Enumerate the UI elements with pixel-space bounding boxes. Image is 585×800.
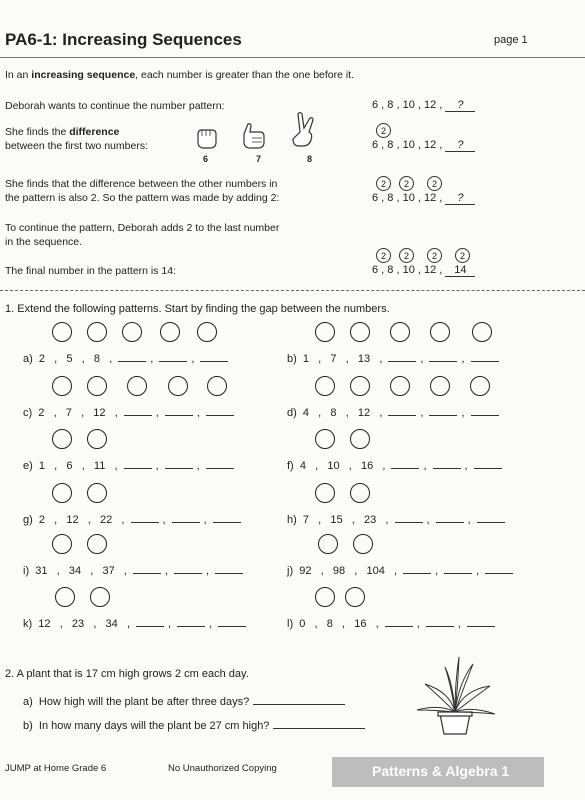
answer-line[interactable] [253,694,345,705]
gap-circle[interactable] [350,322,370,342]
comma: , [420,407,424,419]
exercise-sequence: 12 , 23 , 34 , [32,618,131,630]
answer-blank[interactable] [471,406,499,416]
exercise-sequence: 2 , 12 , 22 , [32,514,125,526]
exercise-label: b) [287,353,297,365]
exercise-item [23,617,250,630]
answer-blank[interactable] [118,352,146,362]
comma: , [164,565,169,577]
exercise-label: l) [287,618,294,630]
intro-text: In an increasing sequence, each number is greater than the one before it. [5,69,355,81]
question-2b: b) In how many days will the plant be 27 cm high? [23,718,365,732]
gap-circle[interactable] [345,587,365,607]
answer-blank[interactable] [165,406,193,416]
answer-blank[interactable] [436,513,464,523]
comma: , [416,618,420,630]
gap-circle: 2 [399,176,414,191]
exercise-label: g) [23,514,33,526]
comma: , [162,514,166,526]
comma: , [464,460,468,472]
gap-circle[interactable] [168,376,188,396]
comma: , [467,514,471,526]
finger-label: 6 [203,154,209,164]
comma: , [423,460,427,472]
question-2a: a) How high will the plant be after three days? [23,694,345,708]
comma: , [196,460,200,472]
gap-circle[interactable] [52,376,72,396]
answer-blank[interactable] [215,564,243,574]
gap-circle[interactable] [390,322,410,342]
answer-blank[interactable] [471,352,499,362]
answer-blank[interactable] [385,617,413,627]
exercise-sequence: 92 , 98 , 104 , [293,565,398,577]
thumb-up-hand-icon [238,120,270,152]
comma: , [461,353,465,365]
blank: ? [445,99,475,112]
exercise-item [287,406,503,419]
comma: , [435,565,439,577]
two-fingers-hand-icon [288,110,318,150]
exercise-label: c) [23,407,33,419]
exercise-sequence: 0 , 8 , 16 , [293,618,379,630]
answer-blank[interactable] [133,564,161,574]
exercise-item [23,406,238,419]
example-sequence-3: 6 , 8 , 10 , 12 , ? [372,192,475,205]
gap-circle[interactable] [350,429,370,449]
exercise-label: a) [23,353,33,365]
gap-circle[interactable] [315,322,335,342]
footer-left: JUMP at Home Grade 6 [5,763,107,774]
exercise-item [287,459,506,472]
answer-blank[interactable] [388,406,416,416]
gap-circle[interactable] [470,376,490,396]
page-title: PA6-1: Increasing Sequences [5,30,242,49]
exercise-item [287,352,503,365]
comma: , [461,407,465,419]
gap-circle[interactable] [353,534,373,554]
comma: , [196,407,200,419]
exercise-label: i) [23,565,30,577]
gap-circle[interactable] [160,322,180,342]
answer-blank[interactable] [136,617,164,627]
answer-blank[interactable] [174,564,202,574]
example-line-3: She finds that the difference between the other numbers in the pattern is also 2. So the pattern was made by adding 2: [5,178,280,204]
comma: , [426,514,430,526]
finger-label: 7 [256,154,262,164]
answer-blank[interactable] [429,352,457,362]
gap-circle[interactable] [52,534,72,554]
gap-circle: 2 [376,176,391,191]
comma: , [203,514,207,526]
answer-blank[interactable] [403,564,431,574]
gap-circle[interactable] [52,429,72,449]
answer-blank[interactable] [206,459,234,469]
exercise-sequence: 1 , 7 , 13 , [296,353,383,365]
exercise-item [23,564,247,577]
gap-circle[interactable] [350,483,370,503]
gap-circle[interactable] [315,483,335,503]
exercise-label: d) [287,407,297,419]
answer-blank[interactable] [395,513,423,523]
comma: , [155,460,159,472]
blank: ? [445,139,475,152]
exercise-item [23,459,238,472]
exercise-label: j) [287,565,294,577]
example-line-4: To continue the pattern, Deborah adds 2 to the last number in the sequence. [5,222,280,248]
gap-circle[interactable] [127,376,147,396]
exercise-item [287,513,509,526]
exercise-item [23,352,232,365]
gap-circle: 2 [376,123,391,138]
gap-circle: 2 [376,248,391,263]
footer-copyright: No Unauthorized Copying [168,763,277,774]
exercise-sequence: 2 , 7 , 12 , [32,407,118,419]
gap-circle: 2 [455,248,470,263]
gap-circle[interactable] [197,322,217,342]
answer-blank[interactable] [124,406,152,416]
gap-circle[interactable] [315,429,335,449]
gap-circle[interactable] [55,587,75,607]
exercise-item [287,617,499,630]
exercise-label: e) [23,460,33,472]
blank: ? [445,192,475,205]
exercise-sequence: 7 , 15 , 23 , [296,514,389,526]
answer-blank: 14 [445,264,475,277]
answer-blank[interactable] [131,513,159,523]
exercise-label: k) [23,618,33,630]
gap-circle[interactable] [430,376,450,396]
answer-blank[interactable] [477,513,505,523]
comma: , [420,353,424,365]
gap-circle[interactable] [122,322,142,342]
page-number: page 1 [494,34,528,46]
comma: , [155,407,159,419]
gap-circle[interactable] [87,534,107,554]
gap-circle[interactable] [52,483,72,503]
finger-label: 8 [307,154,313,164]
exercise-sequence: 4 , 8 , 12 , [296,407,383,419]
comma: , [191,353,195,365]
gap-circle[interactable] [90,587,110,607]
gap-circle[interactable] [430,322,450,342]
example-line-1: Deborah wants to continue the number pattern: [5,100,225,112]
exercise-item [287,564,517,577]
gap-circle[interactable] [87,376,107,396]
gap-circle[interactable] [350,376,370,396]
answer-blank[interactable] [172,513,200,523]
answer-blank[interactable] [467,617,495,627]
answer-blank[interactable] [391,459,419,469]
answer-blank[interactable] [213,513,241,523]
answer-blank[interactable] [200,352,228,362]
comma: , [209,618,213,630]
answer-blank[interactable] [426,617,454,627]
gap-circle[interactable] [390,376,410,396]
answer-blank[interactable] [159,352,187,362]
comma: , [168,618,172,630]
answer-blank[interactable] [429,406,457,416]
answer-blank[interactable] [218,617,246,627]
answer-blank[interactable] [177,617,205,627]
gap-circle: 2 [427,176,442,191]
example-line-2: She finds the difference between the first two numbers: [5,126,148,152]
exercise-label: h) [287,514,297,526]
gap-circle[interactable] [87,483,107,503]
answer-blank[interactable] [124,459,152,469]
answer-blank[interactable] [474,459,502,469]
exercise-label: f) [287,460,294,472]
gap-circle[interactable] [315,376,335,396]
comma: , [150,353,154,365]
comma: , [206,565,210,577]
gap-circle[interactable] [315,587,335,607]
question-1-prompt: 1. Extend the following patterns. Start by finding the gap between the numbers. [5,303,390,315]
answer-blank[interactable] [206,406,234,416]
exercise-sequence: 1 , 6 , 11 , [32,460,118,472]
example-sequence-1: 6 , 8 , 10 , 12 , ? [372,99,475,112]
comma: , [457,618,461,630]
example-sequence-2: 6 , 8 , 10 , 12 , ? [372,139,475,152]
answer-blank[interactable] [388,352,416,362]
gap-circle: 2 [399,248,414,263]
answer-line[interactable] [273,718,365,729]
answer-blank[interactable] [444,564,472,574]
answer-blank[interactable] [485,564,513,574]
answer-blank[interactable] [165,459,193,469]
gap-circle: 2 [427,248,442,263]
fist-hand-icon [193,122,221,152]
exercise-sequence: 31 , 34 , 37 , [29,565,127,577]
gap-circle[interactable] [318,534,338,554]
example-sequence-4: 6 , 8 , 10 , 12 , 14 [372,264,475,277]
potted-plant-icon [410,652,500,737]
section-divider [0,290,585,291]
exercise-item [23,513,245,526]
gap-circle[interactable] [207,376,227,396]
example-line-5: The final number in the pattern is 14: [5,265,177,277]
gap-circle[interactable] [87,322,107,342]
comma: , [476,565,480,577]
exercise-sequence: 4 , 10 , 16 , [293,460,386,472]
gap-circle[interactable] [472,322,492,342]
footer-unit-title: Patterns & Algebra 1 [372,763,510,779]
exercise-sequence: 2 , 5 , 8 , [32,353,113,365]
header-rule [0,57,585,58]
gap-circle[interactable] [87,429,107,449]
answer-blank[interactable] [433,459,461,469]
gap-circle[interactable] [52,322,72,342]
question-2-prompt: 2. A plant that is 17 cm high grows 2 cm each day. [5,668,249,680]
